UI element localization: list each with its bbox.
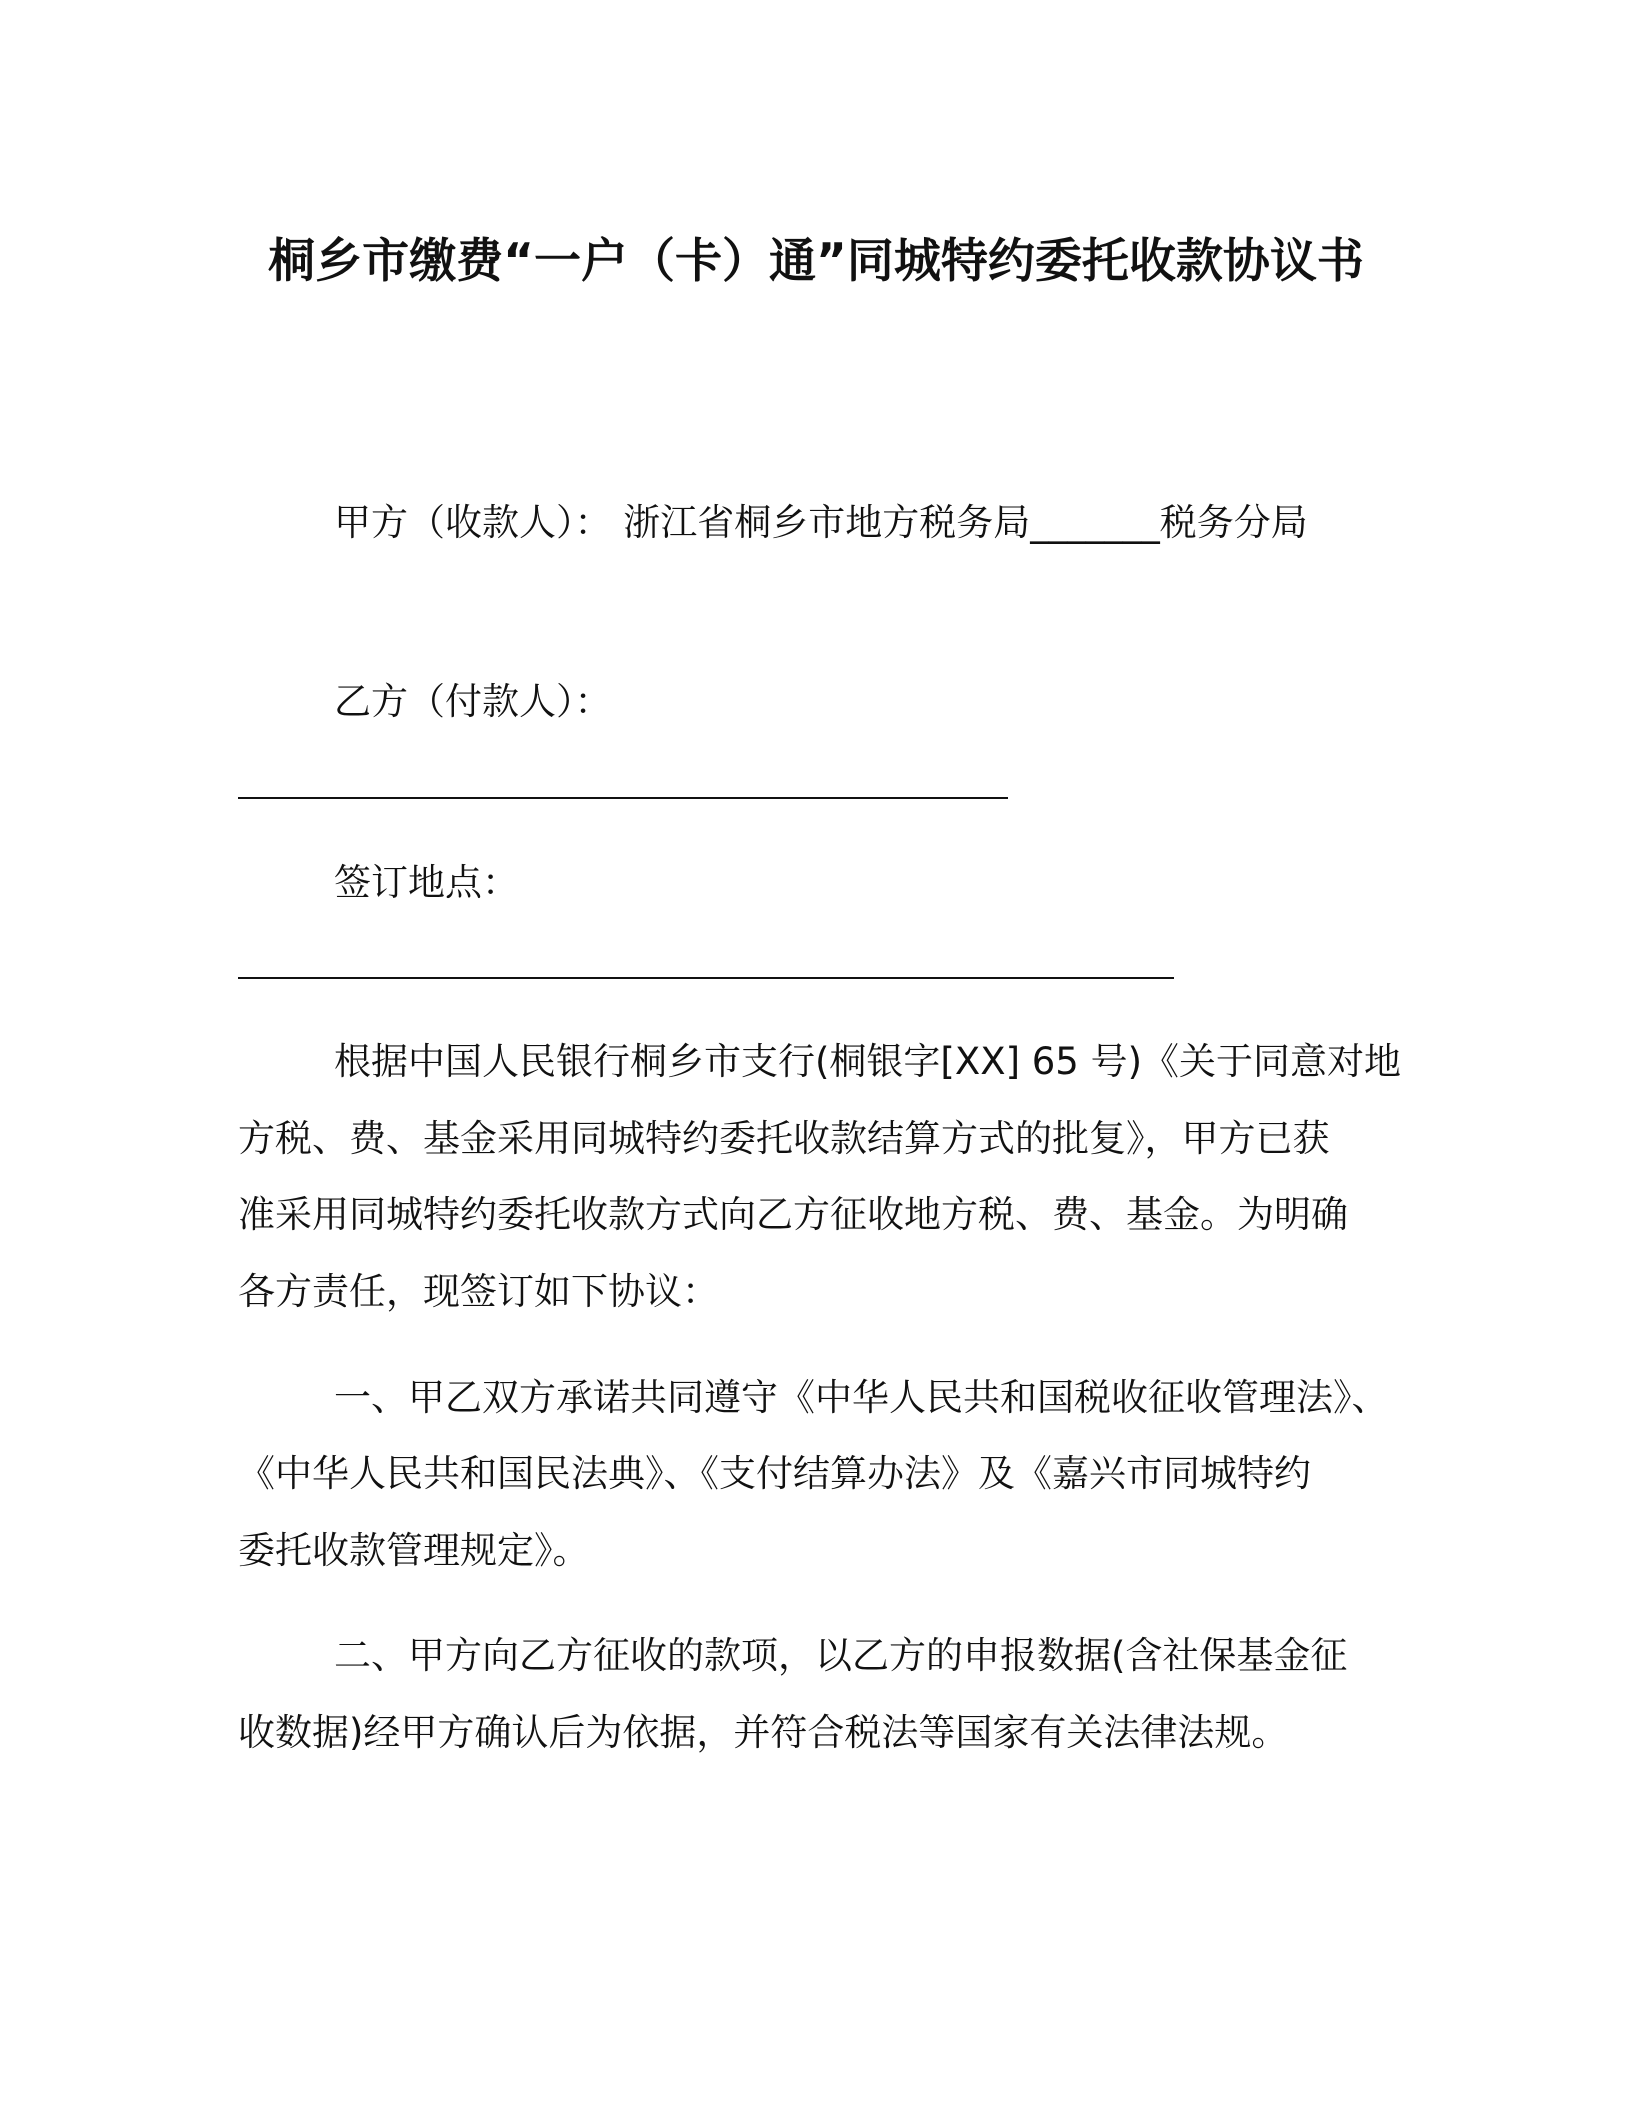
clause-2-line: 收数据)经甲方确认后为依据，并符合税法等国家有关法律法规。	[238, 1711, 1289, 1754]
clause-1-line: 委托收款管理规定》。	[238, 1529, 590, 1572]
signing-place-blank-underline	[238, 977, 1174, 979]
clause-1-line: 《中华人民共和国民法典》、《支付结算办法》及《嘉兴市同城特约	[238, 1452, 1311, 1495]
party-b-label: 乙方（付款人）：	[334, 680, 612, 723]
preamble-line: 准采用同城特约委托收款方式向乙方征收地方税、费、基金。为明确	[238, 1193, 1348, 1236]
party-b-blank-underline	[238, 797, 1008, 799]
clause-1-line: 一、甲乙双方承诺共同遵守《中华人民共和国税收征收管理法》、	[334, 1376, 1389, 1419]
document-title: 桐乡市缴费“一户（卡）通”同城特约委托收款协议书	[268, 234, 1364, 289]
clause-2-line: 二、甲方向乙方征收的款项，以乙方的申报数据(含社保基金征	[334, 1634, 1348, 1677]
party-a-line: 甲方（收款人）： 浙江省桐乡市地方税务局_______税务分局	[334, 501, 1308, 544]
signing-place-label: 签订地点：	[334, 861, 519, 904]
preamble-line: 根据中国人民银行桐乡市支行(桐银字[XX] 65 号)《关于同意对地	[334, 1040, 1402, 1083]
preamble-line: 方税、费、基金采用同城特约委托收款结算方式的批复》，甲方已获	[238, 1117, 1330, 1160]
preamble-line: 各方责任，现签订如下协议：	[238, 1270, 719, 1313]
